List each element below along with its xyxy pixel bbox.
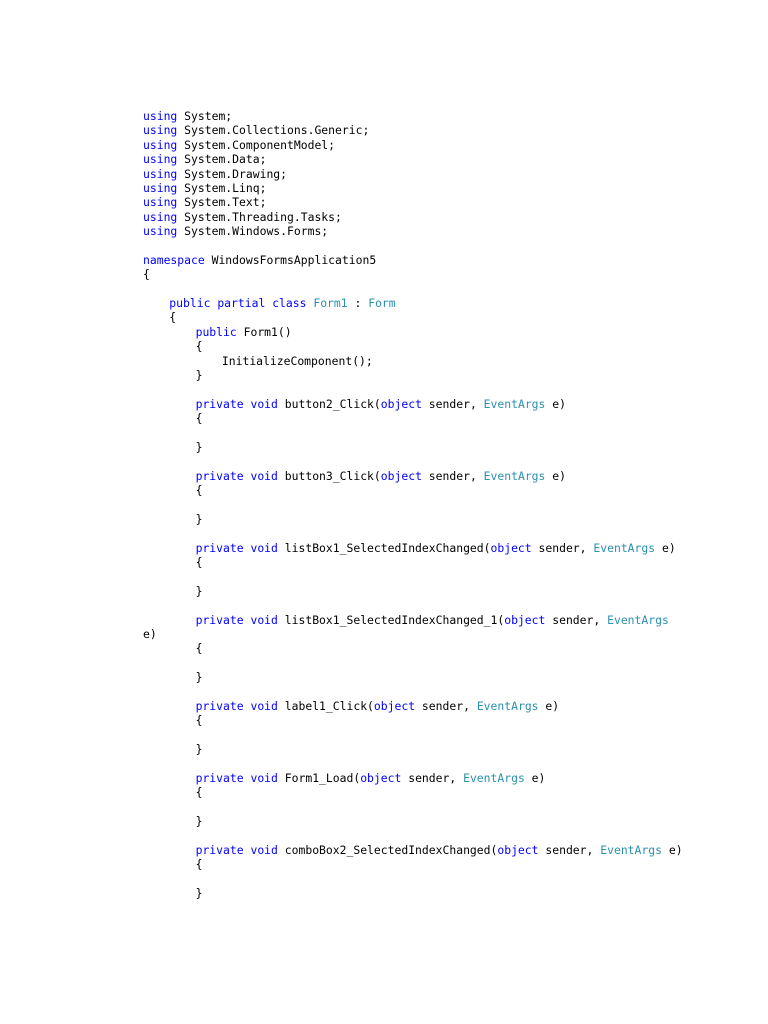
code-line bbox=[143, 627, 743, 641]
code-keyword: using bbox=[143, 166, 178, 181]
code-keyword: void bbox=[250, 770, 278, 785]
code-line bbox=[143, 771, 743, 785]
code-text: { bbox=[169, 310, 177, 325]
code-text: } bbox=[195, 814, 203, 829]
code-line bbox=[143, 224, 743, 238]
code-line bbox=[143, 296, 743, 310]
code-text: : bbox=[347, 296, 369, 311]
code-line bbox=[143, 426, 743, 440]
code-keyword: using bbox=[143, 195, 178, 210]
code-line bbox=[143, 469, 743, 483]
code-keyword: class bbox=[272, 296, 307, 311]
code-line bbox=[143, 541, 743, 555]
code-text: InitializeComponent(); bbox=[221, 353, 373, 368]
code-keyword: using bbox=[143, 224, 178, 239]
code-keyword: private bbox=[195, 396, 244, 411]
code-line bbox=[143, 411, 743, 425]
code-text: Form1_Load( bbox=[277, 770, 361, 785]
code-line bbox=[143, 685, 743, 699]
code-line bbox=[143, 454, 743, 468]
code-line bbox=[143, 325, 743, 339]
code-line bbox=[143, 181, 743, 195]
code-type-name: EventArgs bbox=[483, 396, 546, 411]
code-text: e) bbox=[655, 540, 676, 555]
code-keyword: public bbox=[195, 324, 237, 339]
code-text: System.Windows.Forms; bbox=[177, 224, 329, 239]
code-type-name: EventArgs bbox=[483, 468, 546, 483]
code-text: System.Threading.Tasks; bbox=[177, 209, 342, 224]
code-line bbox=[143, 239, 743, 253]
code-line bbox=[143, 440, 743, 454]
code-keyword: using bbox=[143, 152, 178, 167]
code-line bbox=[143, 670, 743, 684]
code-line bbox=[143, 195, 743, 209]
code-text: { bbox=[195, 339, 203, 354]
code-text: } bbox=[195, 368, 203, 383]
code-keyword: namespace bbox=[143, 252, 205, 267]
code-text: sender, bbox=[401, 770, 464, 785]
code-keyword: void bbox=[250, 699, 278, 714]
code-line bbox=[143, 138, 743, 152]
code-line bbox=[143, 339, 743, 353]
code-text: listBox1_SelectedIndexChanged_1( bbox=[277, 612, 505, 627]
code-line bbox=[143, 382, 743, 396]
code-keyword: object bbox=[380, 468, 422, 483]
code-text: sender, bbox=[421, 396, 484, 411]
code-line bbox=[143, 857, 743, 871]
code-type-name: EventArgs bbox=[607, 612, 669, 627]
code-keyword: private bbox=[195, 842, 244, 857]
code-keyword: object bbox=[490, 540, 532, 555]
code-text: { bbox=[143, 267, 150, 282]
code-text: label1_Click( bbox=[277, 699, 374, 714]
code-text: System.ComponentModel; bbox=[177, 137, 336, 152]
code-type-name: Form bbox=[368, 296, 396, 311]
code-text: System; bbox=[177, 109, 233, 123]
code-keyword: private bbox=[195, 612, 244, 627]
code-line bbox=[143, 814, 743, 828]
code-text: } bbox=[195, 886, 203, 901]
code-keyword: void bbox=[250, 842, 278, 857]
code-listing bbox=[143, 109, 743, 900]
code-type-name: EventArgs bbox=[476, 699, 539, 714]
code-text: { bbox=[195, 785, 203, 800]
code-text: listBox1_SelectedIndexChanged( bbox=[277, 540, 491, 555]
code-line bbox=[143, 613, 743, 627]
code-keyword: private bbox=[195, 468, 244, 483]
code-text: System.Collections.Generic; bbox=[177, 123, 370, 138]
code-line bbox=[143, 800, 743, 814]
code-keyword: private bbox=[195, 699, 244, 714]
code-line bbox=[143, 872, 743, 886]
code-text: sender, bbox=[545, 612, 608, 627]
code-text: button2_Click( bbox=[277, 396, 381, 411]
code-keyword: using bbox=[143, 209, 178, 224]
code-type-name: EventArgs bbox=[463, 770, 525, 785]
code-line bbox=[143, 512, 743, 526]
code-keyword: using bbox=[143, 180, 178, 195]
code-line bbox=[143, 843, 743, 857]
code-keyword: using bbox=[143, 137, 178, 152]
code-text: comboBox2_SelectedIndexChanged( bbox=[277, 842, 498, 857]
code-line bbox=[143, 310, 743, 324]
code-text: e) bbox=[538, 699, 560, 714]
code-line bbox=[143, 584, 743, 598]
code-text: Form1() bbox=[236, 324, 292, 339]
code-line bbox=[143, 253, 743, 267]
code-text: { bbox=[195, 857, 203, 872]
code-line bbox=[143, 397, 743, 411]
code-keyword: void bbox=[250, 612, 278, 627]
code-line bbox=[143, 555, 743, 569]
code-text: } bbox=[195, 742, 203, 757]
code-line bbox=[143, 728, 743, 742]
code-text: { bbox=[195, 555, 203, 570]
code-text: sender, bbox=[421, 468, 484, 483]
code-keyword: object bbox=[380, 396, 422, 411]
code-text: sender, bbox=[531, 540, 594, 555]
code-text: System.Data; bbox=[177, 152, 267, 167]
code-keyword: public bbox=[169, 296, 211, 311]
code-line bbox=[143, 713, 743, 727]
code-line bbox=[143, 598, 743, 612]
code-line bbox=[143, 354, 743, 368]
code-line bbox=[143, 526, 743, 540]
code-type-name: EventArgs bbox=[600, 842, 662, 857]
code-keyword: object bbox=[373, 699, 416, 714]
code-line bbox=[143, 368, 743, 382]
code-text: } bbox=[195, 583, 203, 598]
code-line bbox=[143, 656, 743, 670]
code-line bbox=[143, 123, 743, 137]
code-text: sender, bbox=[415, 699, 477, 714]
code-text: { bbox=[195, 641, 203, 656]
code-type-name: EventArgs bbox=[593, 540, 656, 555]
code-line bbox=[143, 886, 743, 900]
code-keyword: partial bbox=[217, 296, 266, 311]
code-text: sender, bbox=[538, 842, 601, 857]
code-line bbox=[143, 210, 743, 224]
code-text: System.Drawing; bbox=[177, 166, 288, 181]
code-text: } bbox=[195, 439, 203, 454]
code-keyword: using bbox=[143, 123, 178, 138]
code-line bbox=[143, 167, 743, 181]
code-keyword: private bbox=[195, 770, 244, 785]
code-keyword: using bbox=[143, 109, 178, 123]
code-text: } bbox=[195, 670, 203, 685]
code-text: WindowsFormsApplication5 bbox=[204, 252, 377, 267]
code-line bbox=[143, 498, 743, 512]
code-text: } bbox=[195, 511, 203, 526]
code-line bbox=[143, 785, 743, 799]
code-text: { bbox=[195, 483, 203, 498]
code-keyword: void bbox=[250, 468, 278, 483]
code-text: e) bbox=[143, 627, 157, 642]
code-keyword: object bbox=[360, 770, 402, 785]
code-line bbox=[143, 152, 743, 166]
code-keyword: void bbox=[250, 540, 278, 555]
code-line bbox=[143, 757, 743, 771]
code-keyword: object bbox=[497, 842, 539, 857]
code-text: { bbox=[195, 713, 203, 728]
code-text: button3_Click( bbox=[277, 468, 381, 483]
code-line bbox=[143, 282, 743, 296]
code-line bbox=[143, 483, 743, 497]
code-line bbox=[143, 699, 743, 713]
code-line bbox=[143, 267, 743, 281]
code-line bbox=[143, 742, 743, 756]
code-text: e) bbox=[545, 396, 566, 411]
code-keyword: void bbox=[250, 396, 278, 411]
code-text: e) bbox=[524, 770, 546, 785]
code-text: e) bbox=[661, 842, 683, 857]
code-text: e) bbox=[545, 468, 566, 483]
code-line bbox=[143, 570, 743, 584]
code-line bbox=[143, 641, 743, 655]
code-text: System.Text; bbox=[177, 195, 267, 210]
code-keyword: private bbox=[195, 540, 244, 555]
code-type-name: Form1 bbox=[313, 296, 348, 311]
code-line bbox=[143, 109, 743, 123]
code-keyword: object bbox=[504, 612, 546, 627]
code-text: System.Linq; bbox=[177, 180, 267, 195]
code-line bbox=[143, 829, 743, 843]
code-text: { bbox=[195, 411, 203, 426]
